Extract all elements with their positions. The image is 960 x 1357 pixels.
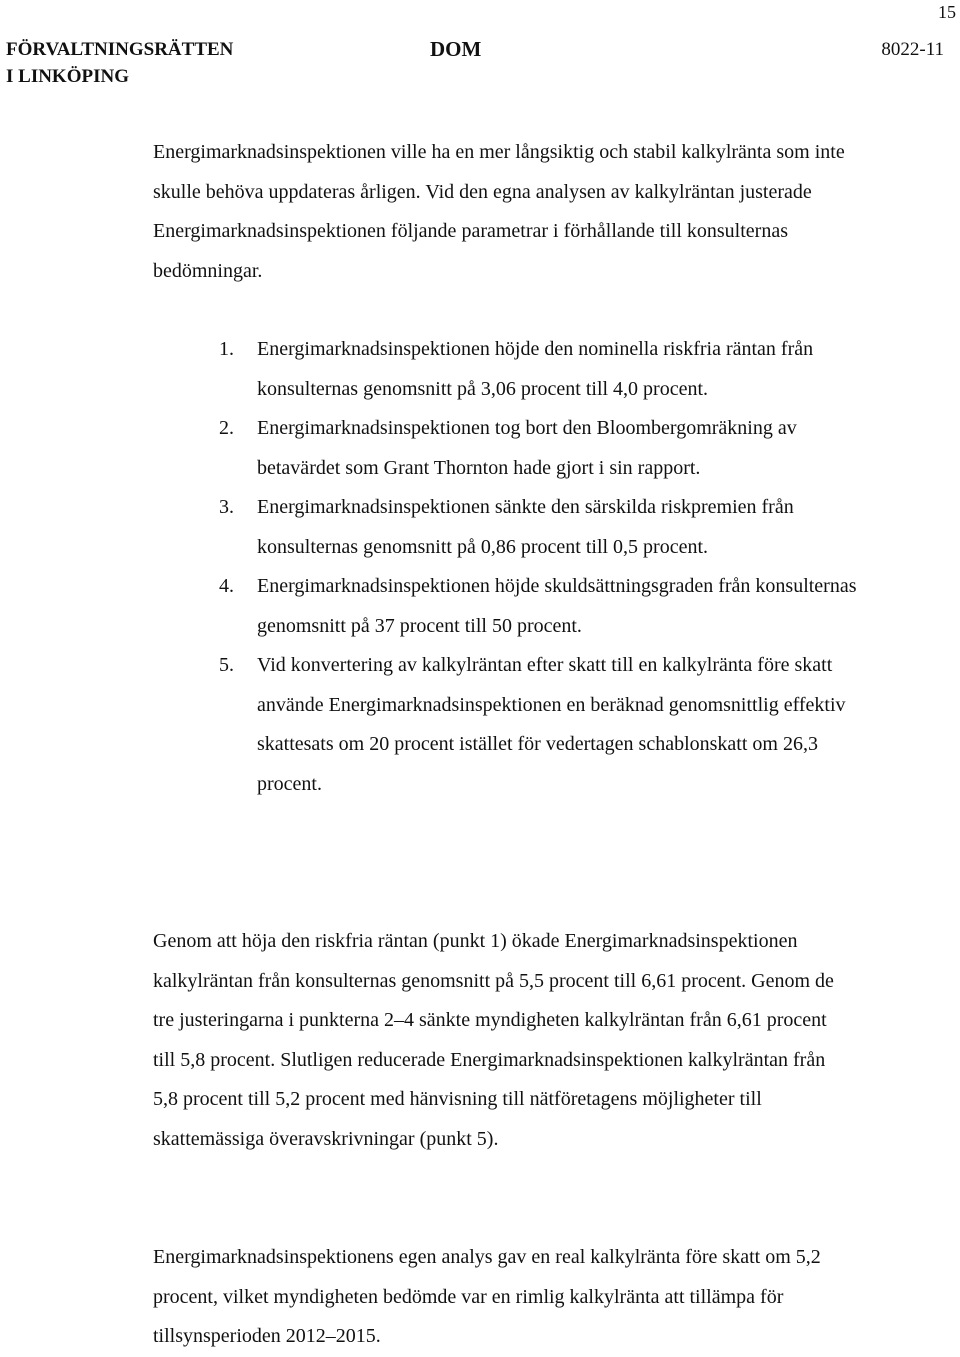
paragraph-3: Energimarknadsinspektionens egen analys gav en real kalkylränta före skatt om 5,2 procent, vilket myndigheten bedömde var en rimlig kalkylränta att tillämpa för tillsynsperioden 2012–2015. [153,1246,821,1347]
list-number: 4. [219,575,234,597]
list-number: 3. [219,496,234,518]
court-name-line1: FÖRVALTNINGSRÄTTEN [6,39,234,60]
list-number: 2. [219,417,234,439]
paragraph-2: Genom att höja den riskfria räntan (punkt 1) ökade Energimarknadsinspektionen kalkylräntan från konsulternas genomsnitt på 5,5 procent till 6,61 procent. Genom de tre justeringarna i punkterna 2–4 sänkte myndigheten kalkylräntan från 6,61 procent till 5,8 procent. Slutligen reducerade Energimarknadsinspektionen kalkylräntan från 5,8 procent till 5,2 procent med hänvisning till nätföretagens möjligheter till skattemässiga överavskrivningar (punkt 5). [153,930,834,1150]
list-text: Vid konvertering av kalkylräntan efter skatt till en kalkylränta före skatt använde Energimarknadsinspektionen en beräknad genomsnittlig effektiv skattesats om 20 procent istället för vedertagen schablonskatt om 26,3 procent. [257,654,846,795]
list-text: Energimarknadsinspektionen höjde skuldsättningsgraden från konsulternas genomsnitt på 37 procent till 50 procent. [257,575,857,637]
paragraph-1: Energimarknadsinspektionen ville ha en mer långsiktig och stabil kalkylränta som inte skulle behöva uppdateras årligen. Vid den egna analysen av kalkylräntan justerade Energimarknadsinspektionen följande parametrar i förhållande till konsulternas bedömningar. [153,141,845,282]
list-item [219,488,859,567]
list-item [219,646,859,804]
court-name [6,36,233,90]
document-type: DOM [430,37,482,61]
page-number: 15 [938,2,956,22]
case-number: 8022-11 [881,39,944,60]
list-number: 5. [219,654,234,676]
list-text: Energimarknadsinspektionen tog bort den Bloombergomräkning av betavärdet som Grant Thornton hade gjort i sin rapport. [257,417,797,479]
list-item [219,567,859,646]
list-number: 1. [219,338,234,360]
list-text: Energimarknadsinspektionen höjde den nominella riskfria räntan från konsulternas genomsnitt på 3,06 procent till 4,0 procent. [257,338,814,400]
adjustments-list [219,330,859,804]
court-name-line2: I LINKÖPING [6,66,129,87]
list-item [219,330,859,409]
list-item [219,409,859,488]
list-text: Energimarknadsinspektionen sänkte den särskilda riskpremien från konsulternas genomsnitt på 0,86 procent till 0,5 procent. [257,496,794,558]
